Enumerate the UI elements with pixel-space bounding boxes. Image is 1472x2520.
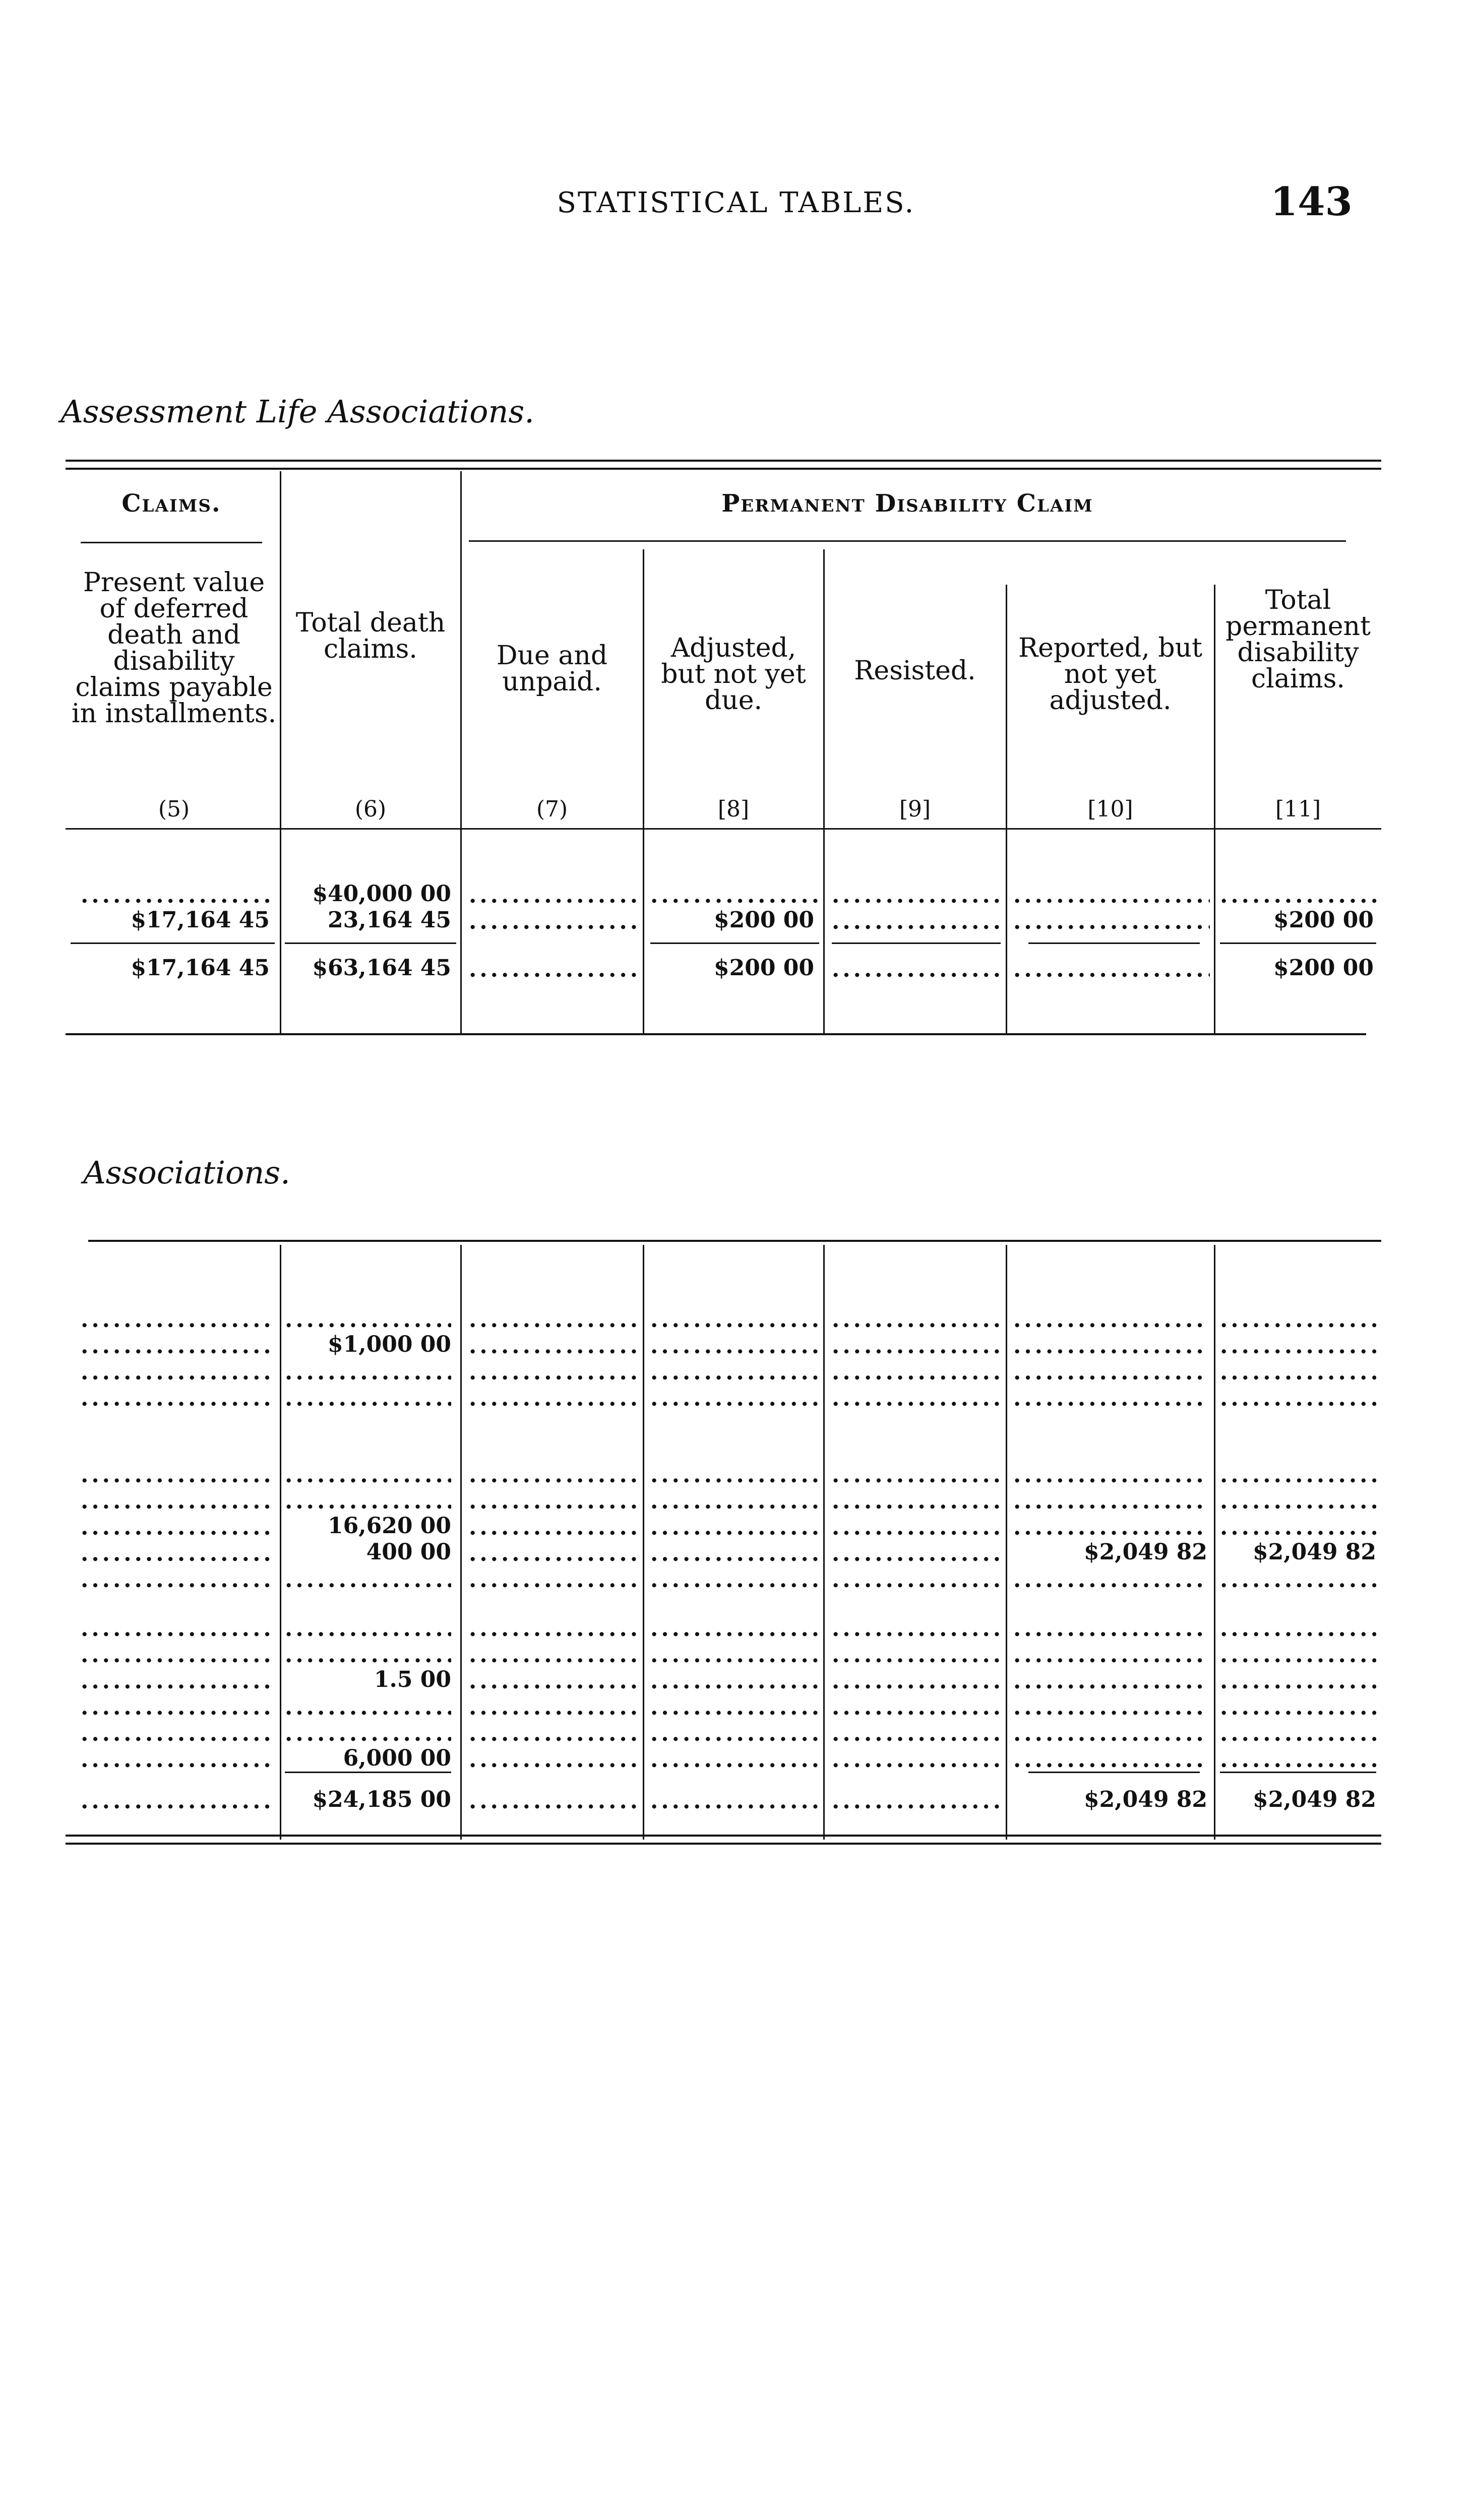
col10-number: [10] — [1087, 796, 1133, 822]
leader-dots — [81, 1723, 275, 1745]
leader-dots — [1013, 911, 1210, 933]
leader-dots — [285, 1490, 451, 1513]
leader-dots — [650, 1790, 819, 1812]
leader-dots — [1220, 1335, 1376, 1357]
leader-dots — [1013, 1388, 1207, 1410]
leader-dots — [1013, 1644, 1207, 1666]
leader-dots — [832, 1618, 1003, 1640]
leader-dots — [650, 1670, 819, 1692]
t1-sum-rule — [1220, 942, 1376, 944]
leader-dots — [469, 1696, 640, 1719]
leader-dots — [1013, 1517, 1207, 1539]
table1-top-rule-a — [66, 460, 1381, 462]
leader-dots — [650, 885, 822, 907]
leader-dots — [469, 1790, 640, 1812]
t2-vline-5 — [1006, 1245, 1007, 1840]
col9-number: [9] — [899, 796, 931, 822]
t2-vline-6 — [1214, 1245, 1215, 1840]
leader-dots — [1220, 1618, 1376, 1640]
table2-cell-value: $2,049 82 — [1253, 1539, 1376, 1565]
leader-dots — [832, 1464, 1003, 1486]
leader-dots — [1220, 1361, 1376, 1383]
t2-vline-4 — [823, 1245, 825, 1840]
leader-dots — [81, 1696, 275, 1719]
table2-bottom-rule-b — [66, 1843, 1381, 1845]
leader-dots — [469, 1644, 640, 1666]
leader-dots — [469, 1543, 640, 1565]
leader-dots — [832, 1517, 1003, 1539]
leader-dots — [1220, 1464, 1376, 1486]
leader-dots — [1013, 1670, 1207, 1692]
t1-sum-rule — [71, 942, 275, 944]
t1-total-c8: $200 00 — [713, 955, 814, 981]
table1-top-rule-b — [66, 468, 1381, 470]
leader-dots — [469, 1361, 640, 1383]
leader-dots — [650, 1517, 819, 1539]
leader-dots — [832, 959, 1003, 981]
leader-dots — [81, 885, 275, 907]
leader-dots — [81, 1388, 275, 1410]
table2-cell-value: $1,000 00 — [328, 1332, 451, 1357]
table2-cell-value: $2,049 82 — [1084, 1787, 1207, 1812]
t1-sum-rule — [650, 942, 819, 944]
leader-dots — [650, 1309, 819, 1331]
leader-dots — [285, 1723, 451, 1745]
leader-dots — [81, 1569, 275, 1591]
col11-header: Total permanent disability claims. — [1225, 585, 1371, 694]
leader-dots — [1220, 885, 1379, 907]
leader-dots — [832, 1696, 1003, 1719]
leader-dots — [469, 1335, 640, 1357]
leader-dots — [81, 1749, 275, 1771]
leader-dots — [1013, 1723, 1207, 1745]
col7-number: (7) — [536, 796, 568, 822]
t1-vline-6 — [1214, 585, 1215, 1033]
table2-cell-value: $2,049 82 — [1084, 1539, 1207, 1565]
leader-dots — [1220, 1723, 1376, 1745]
t1-r1-c6: $40,000 00 — [312, 881, 451, 907]
table2-bottom-rule-a — [66, 1835, 1381, 1837]
table2-section-title: Associations. — [83, 1154, 290, 1191]
t1-total-c5: $17,164 45 — [131, 955, 270, 981]
leader-dots — [469, 1464, 640, 1486]
claims-group-underline — [81, 542, 262, 543]
leader-dots — [650, 1696, 819, 1719]
leader-dots — [1220, 1490, 1376, 1513]
leader-dots — [285, 1309, 451, 1331]
leader-dots — [650, 1618, 819, 1640]
leader-dots — [81, 1517, 275, 1539]
leader-dots — [285, 1464, 451, 1486]
t2-sum-rule — [1028, 1772, 1200, 1773]
leader-dots — [81, 1790, 275, 1812]
leader-dots — [1013, 1464, 1207, 1486]
leader-dots — [650, 1361, 819, 1383]
t1-r2-c8: $200 00 — [713, 907, 814, 933]
col11-number: [11] — [1275, 796, 1321, 822]
leader-dots — [285, 1388, 451, 1410]
leader-dots — [81, 1490, 275, 1513]
leader-dots — [1013, 1361, 1207, 1383]
t1-sum-rule — [832, 942, 1001, 944]
leader-dots — [1220, 1388, 1376, 1410]
leader-dots — [81, 1309, 275, 1331]
table2-cell-value: 1.5 00 — [374, 1667, 451, 1692]
claims-group-header: Claims. — [121, 489, 221, 518]
leader-dots — [832, 911, 1003, 933]
t2-vline-2 — [460, 1245, 462, 1840]
col5-number: (5) — [158, 796, 190, 822]
leader-dots — [832, 1309, 1003, 1331]
leader-dots — [832, 1361, 1003, 1383]
t1-header-rule — [66, 828, 1381, 830]
leader-dots — [832, 1723, 1003, 1745]
leader-dots — [832, 1569, 1003, 1591]
t2-vline-1 — [280, 1245, 281, 1840]
col8-number: [8] — [717, 796, 750, 822]
leader-dots — [650, 1749, 819, 1771]
leader-dots — [1013, 1335, 1207, 1357]
leader-dots — [1220, 1309, 1376, 1331]
leader-dots — [81, 1464, 275, 1486]
col7-header: Due and unpaid. — [496, 641, 608, 697]
col5-header: Present value of deferred death and disability claims payable in installments. — [71, 568, 277, 729]
leader-dots — [1013, 1618, 1207, 1640]
table2-cell-value: 16,620 00 — [328, 1513, 451, 1539]
leader-dots — [650, 1464, 819, 1486]
leader-dots — [650, 1644, 819, 1666]
leader-dots — [81, 1361, 275, 1383]
leader-dots — [81, 1670, 275, 1692]
leader-dots — [469, 1388, 640, 1410]
leader-dots — [1013, 1569, 1207, 1591]
leader-dots — [469, 1569, 640, 1591]
leader-dots — [285, 1644, 451, 1666]
leader-dots — [650, 1388, 819, 1410]
leader-dots — [1013, 1490, 1207, 1513]
leader-dots — [469, 885, 640, 907]
leader-dots — [469, 959, 640, 981]
table2-cell-value: 400 00 — [366, 1539, 451, 1565]
leader-dots — [1220, 1644, 1376, 1666]
t1-r2-c5: $17,164 45 — [131, 907, 270, 933]
permanent-disability-group-header: Permanent Disability Claim — [721, 489, 1093, 518]
leader-dots — [285, 1361, 451, 1383]
leader-dots — [469, 1517, 640, 1539]
leader-dots — [832, 1644, 1003, 1666]
leader-dots — [650, 1490, 819, 1513]
leader-dots — [469, 1309, 640, 1331]
t1-sum-rule — [285, 942, 456, 944]
leader-dots — [1220, 1749, 1376, 1771]
col6-header: Total death claims. — [295, 608, 446, 664]
page-number: 143 — [1270, 179, 1353, 225]
table2-cell-value: $24,185 00 — [312, 1787, 451, 1812]
t1-vline-1 — [280, 471, 281, 1033]
t1-r2-c6: 23,164 45 — [328, 907, 451, 933]
leader-dots — [285, 1618, 451, 1640]
leader-dots — [1220, 1696, 1376, 1719]
table2-top-rule — [88, 1240, 1381, 1242]
leader-dots — [469, 1749, 640, 1771]
leader-dots — [469, 1490, 640, 1513]
leader-dots — [650, 1335, 819, 1357]
permanent-group-underline — [469, 540, 1346, 542]
leader-dots — [1220, 1670, 1376, 1692]
t1-r2-c11: $200 00 — [1273, 907, 1374, 933]
leader-dots — [285, 1569, 451, 1591]
leader-dots — [832, 1388, 1003, 1410]
t1-vline-5 — [1006, 585, 1007, 1033]
t1-sum-rule — [1028, 942, 1200, 944]
leader-dots — [469, 1670, 640, 1692]
leader-dots — [1013, 959, 1210, 981]
leader-dots — [650, 1543, 819, 1565]
table2-cell-value: $2,049 82 — [1253, 1787, 1376, 1812]
leader-dots — [285, 1696, 451, 1719]
leader-dots — [832, 1543, 1003, 1565]
leader-dots — [832, 1490, 1003, 1513]
t1-vline-4 — [823, 549, 825, 1033]
leader-dots — [832, 1749, 1003, 1771]
table2-cell-value: 6,000 00 — [343, 1745, 451, 1771]
t1-vline-2 — [460, 471, 462, 1033]
t2-sum-rule — [285, 1772, 451, 1773]
leader-dots — [469, 1723, 640, 1745]
col10-header: Reported, but not yet adjusted. — [1018, 633, 1203, 716]
table1-bottom-rule — [66, 1033, 1366, 1035]
leader-dots — [832, 1790, 1003, 1812]
col6-number: (6) — [354, 796, 387, 822]
leader-dots — [1220, 1569, 1376, 1591]
table1-section-title: Assessment Life Associations. — [60, 393, 534, 430]
leader-dots — [1220, 1517, 1376, 1539]
leader-dots — [81, 1644, 275, 1666]
t1-total-c6: $63,164 45 — [312, 955, 451, 981]
t1-vline-3 — [643, 549, 644, 1033]
leader-dots — [650, 1723, 819, 1745]
leader-dots — [81, 1543, 275, 1565]
leader-dots — [81, 1335, 275, 1357]
t1-total-c11: $200 00 — [1273, 955, 1374, 981]
leader-dots — [469, 911, 640, 933]
leader-dots — [832, 1335, 1003, 1357]
leader-dots — [1013, 885, 1210, 907]
leader-dots — [1013, 1749, 1207, 1771]
leader-dots — [832, 1670, 1003, 1692]
running-head-title: STATISTICAL TABLES. — [557, 186, 915, 219]
leader-dots — [650, 1569, 819, 1591]
leader-dots — [1013, 1309, 1207, 1331]
leader-dots — [469, 1618, 640, 1640]
t2-vline-3 — [643, 1245, 644, 1840]
col8-header: Adjusted, but not yet due. — [661, 633, 806, 716]
t2-sum-rule — [1220, 1772, 1376, 1773]
leader-dots — [81, 1618, 275, 1640]
leader-dots — [832, 885, 1003, 907]
col9-header: Resisted. — [854, 656, 976, 686]
leader-dots — [1013, 1696, 1207, 1719]
